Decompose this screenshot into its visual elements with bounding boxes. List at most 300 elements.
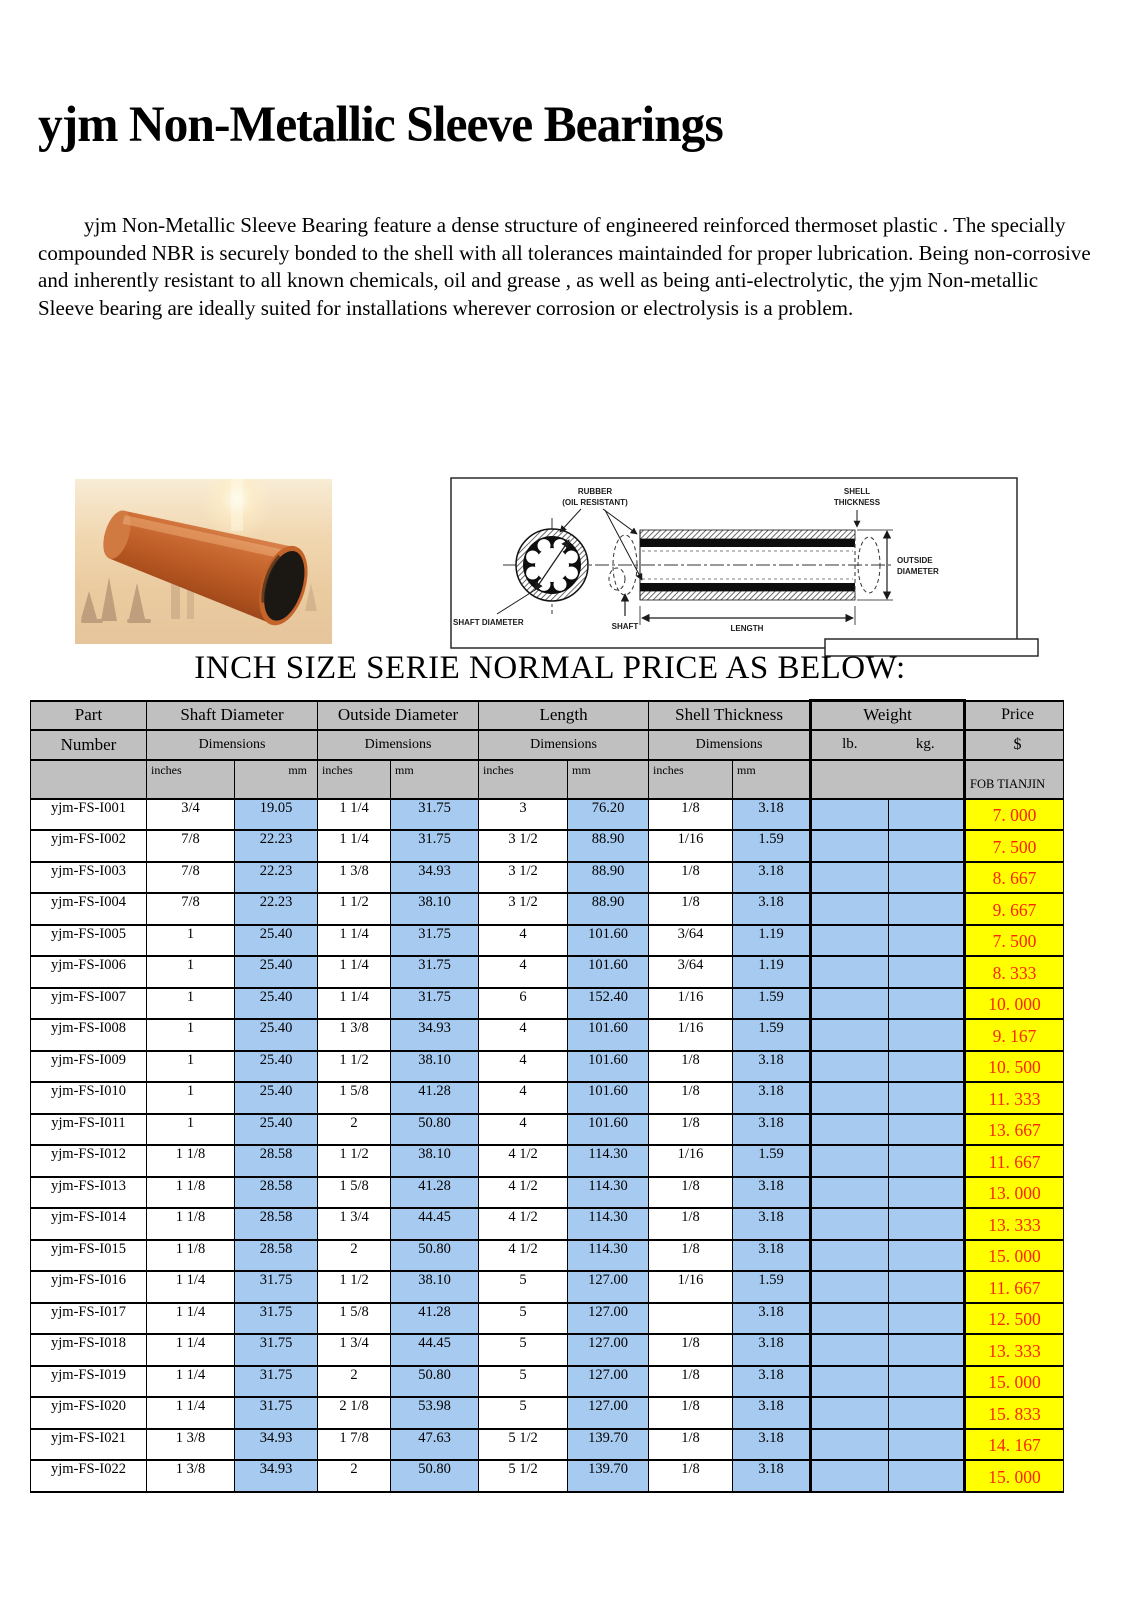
shell-thickness-inches-cell: 1/8 [649,1240,733,1272]
header-shaft-dimensions: Dimensions [147,730,318,760]
outside-diameter-mm-cell: 50.80 [391,1460,479,1492]
diagram-label-outside-diameter: OUTSIDE [897,556,933,565]
part-number-cell: yjm-FS-I016 [31,1271,147,1303]
product-photo-image [75,479,332,644]
shaft-diameter-mm-cell: 28.58 [235,1240,318,1272]
shell-thickness-inches-cell: 1/8 [649,1429,733,1461]
length-mm-cell: 114.30 [568,1177,649,1209]
shaft-diameter-mm-cell: 31.75 [235,1271,318,1303]
shaft-diameter-inches-cell: 7/8 [147,862,235,894]
weight-kg-cell [889,862,965,894]
shell-thickness-inches-cell: 1/8 [649,862,733,894]
part-number-cell: yjm-FS-I012 [31,1145,147,1177]
part-number-cell: yjm-FS-I006 [31,956,147,988]
outside-diameter-mm-cell: 38.10 [391,1145,479,1177]
shell-thickness-mm-cell: 1.19 [733,956,811,988]
shaft-diameter-inches-cell: 1 1/8 [147,1208,235,1240]
shaft-diameter-mm-cell: 22.23 [235,893,318,925]
outside-diameter-mm-cell: 41.28 [391,1082,479,1114]
shell-thickness-inches-cell: 1/16 [649,1145,733,1177]
outside-diameter-inches-cell: 2 [318,1240,391,1272]
header-od-mm: mm [391,760,479,799]
header-price: Price [965,701,1064,730]
length-mm-cell: 101.60 [568,1114,649,1146]
length-inches-cell: 5 [479,1271,568,1303]
outside-diameter-mm-cell: 38.10 [391,1271,479,1303]
length-inches-cell: 4 [479,1082,568,1114]
part-number-cell: yjm-FS-I018 [31,1334,147,1366]
weight-lb-cell [811,1397,889,1429]
shaft-diameter-mm-cell: 31.75 [235,1366,318,1398]
part-number-cell: yjm-FS-I004 [31,893,147,925]
weight-lb-cell [811,862,889,894]
length-mm-cell: 127.00 [568,1366,649,1398]
table-row [31,988,1064,1020]
length-mm-cell: 114.30 [568,1208,649,1240]
shaft-diameter-inches-cell: 3/4 [147,799,235,831]
weight-kg-cell [889,1429,965,1461]
outside-diameter-mm-cell: 34.93 [391,862,479,894]
length-mm-cell: 88.90 [568,862,649,894]
diagram-label-shell: SHELL [843,487,871,496]
weight-kg-cell [889,925,965,957]
length-inches-cell: 4 1/2 [479,1240,568,1272]
shell-thickness-inches-cell: 3/64 [649,925,733,957]
price-cell: 13. 667 [965,1114,1064,1146]
length-mm-cell: 101.60 [568,1019,649,1051]
shell-thickness-inches-cell: 1/16 [649,1019,733,1051]
header-part-spacer [31,760,147,799]
intro-paragraph: yjm Non-Metallic Sleeve Bearing feature a dense structure of engineered reinforced thermoset plastic . The specially compounded NBR is securely bonded to the shell with all tolerances maintainded for proper lubrication. Being non-corrosive and inherently resistant to all known chemicals, oil and grease , as well as being anti-electrolytic, the yjm Non-metallic Sleeve bearing are ideally suited for installations wherever corrosion or electrolysis is a problem. [38,213,1091,320]
shaft-diameter-mm-cell: 25.40 [235,956,318,988]
header-length-inches: inches [479,760,568,799]
outside-diameter-inches-cell: 1 1/2 [318,1271,391,1303]
price-cell: 7. 500 [965,925,1064,957]
shaft-diameter-mm-cell: 28.58 [235,1177,318,1209]
length-mm-cell: 139.70 [568,1429,649,1461]
table-row [31,1240,1064,1272]
weight-lb-cell [811,1208,889,1240]
shaft-diameter-inches-cell: 1 1/4 [147,1303,235,1335]
length-inches-cell: 3 1/2 [479,893,568,925]
outside-diameter-mm-cell: 50.80 [391,1240,479,1272]
part-number-cell: yjm-FS-I013 [31,1177,147,1209]
shaft-diameter-mm-cell: 34.93 [235,1429,318,1461]
table-row [31,1334,1064,1366]
price-cell: 8. 667 [965,862,1064,894]
part-number-cell: yjm-FS-I015 [31,1240,147,1272]
diagram-label-rubber: RUBBER [577,487,613,496]
weight-kg-cell [889,1114,965,1146]
shell-thickness-inches-cell: 1/8 [649,1334,733,1366]
length-mm-cell: 76.20 [568,799,649,831]
header-fob: FOB TIANJIN [965,760,1064,799]
shell-thickness-mm-cell: 3.18 [733,1334,811,1366]
shell-thickness-inches-cell: 1/8 [649,1114,733,1146]
shell-thickness-inches-cell: 1/8 [649,1460,733,1492]
outside-diameter-mm-cell: 38.10 [391,893,479,925]
product-photo [75,479,332,644]
weight-lb-cell [811,1271,889,1303]
weight-lb-cell [811,1145,889,1177]
weight-kg-cell [889,830,965,862]
price-table [30,699,1064,1493]
outside-diameter-mm-cell: 50.80 [391,1366,479,1398]
shell-thickness-mm-cell: 3.18 [733,1366,811,1398]
outside-diameter-inches-cell: 1 5/8 [318,1177,391,1209]
table-row [31,1271,1064,1303]
outside-diameter-inches-cell: 1 3/4 [318,1208,391,1240]
outside-diameter-mm-cell: 44.45 [391,1334,479,1366]
shell-thickness-inches-cell: 1/8 [649,1082,733,1114]
header-outside-diameter: Outside Diameter [318,701,479,730]
length-mm-cell: 114.30 [568,1240,649,1272]
outside-diameter-mm-cell: 31.75 [391,925,479,957]
shell-thickness-inches-cell [649,1303,733,1335]
shaft-diameter-mm-cell: 25.40 [235,1051,318,1083]
shaft-diameter-inches-cell: 1 1/8 [147,1145,235,1177]
outside-diameter-mm-cell: 31.75 [391,988,479,1020]
header-shell-thickness: Shell Thickness [649,701,811,730]
bearing-diagram [445,468,1045,660]
weight-kg-cell [889,1366,965,1398]
shell-thickness-mm-cell: 1.59 [733,1145,811,1177]
table-row [31,1397,1064,1429]
weight-kg-cell [889,1271,965,1303]
shaft-diameter-inches-cell: 1 [147,1051,235,1083]
header-shell-inches: inches [649,760,733,799]
length-inches-cell: 4 [479,925,568,957]
table-row [31,1114,1064,1146]
shaft-diameter-mm-cell: 31.75 [235,1303,318,1335]
diagram-label-shell-2: THICKNESS [833,498,881,507]
part-number-cell: yjm-FS-I022 [31,1460,147,1492]
outside-diameter-inches-cell: 1 5/8 [318,1082,391,1114]
part-number-cell: yjm-FS-I002 [31,830,147,862]
part-number-cell: yjm-FS-I003 [31,862,147,894]
table-row [31,1019,1064,1051]
length-inches-cell: 5 [479,1366,568,1398]
header-length: Length [479,701,649,730]
shell-thickness-mm-cell: 3.18 [733,1114,811,1146]
header-length-dimensions: Dimensions [479,730,649,760]
header-number: Number [31,730,147,760]
weight-kg-cell [889,1145,965,1177]
header-shaft-inches: inches [147,760,235,799]
outside-diameter-mm-cell: 50.80 [391,1114,479,1146]
price-cell: 15. 000 [965,1460,1064,1492]
shaft-diameter-inches-cell: 7/8 [147,830,235,862]
outside-diameter-mm-cell: 34.93 [391,1019,479,1051]
outside-diameter-inches-cell: 1 1/4 [318,956,391,988]
shaft-diameter-mm-cell: 22.23 [235,830,318,862]
shell-thickness-mm-cell: 3.18 [733,1460,811,1492]
table-row [31,1082,1064,1114]
weight-lb-cell [811,988,889,1020]
section-heading: INCH SIZE SERIE NORMAL PRICE AS BELOW: [194,650,906,686]
shaft-diameter-inches-cell: 1 1/8 [147,1240,235,1272]
diagram-label-length: LENGTH [730,624,764,633]
shaft-diameter-inches-cell: 1 [147,1114,235,1146]
technical-diagram [445,468,1045,660]
shell-thickness-mm-cell: 3.18 [733,1429,811,1461]
shell-thickness-mm-cell: 3.18 [733,893,811,925]
weight-kg-cell [889,799,965,831]
weight-kg-cell [889,1082,965,1114]
length-mm-cell: 139.70 [568,1460,649,1492]
shaft-diameter-mm-cell: 28.58 [235,1208,318,1240]
part-number-cell: yjm-FS-I017 [31,1303,147,1335]
weight-lb-cell [811,1303,889,1335]
price-cell: 7. 000 [965,799,1064,831]
shaft-diameter-inches-cell: 7/8 [147,893,235,925]
outside-diameter-inches-cell: 1 3/4 [318,1334,391,1366]
price-cell: 8. 333 [965,956,1064,988]
weight-lb-cell [811,956,889,988]
part-number-cell: yjm-FS-I007 [31,988,147,1020]
outside-diameter-mm-cell: 47.63 [391,1429,479,1461]
diagram-label-outside-diameter-2: DIAMETER [897,567,939,576]
outside-diameter-inches-cell: 2 1/8 [318,1397,391,1429]
price-cell: 9. 667 [965,893,1064,925]
shaft-diameter-inches-cell: 1 [147,1082,235,1114]
table-row [31,1460,1064,1492]
price-cell: 15. 833 [965,1397,1064,1429]
outside-diameter-mm-cell: 44.45 [391,1208,479,1240]
length-inches-cell: 3 1/2 [479,830,568,862]
weight-lb-cell [811,1366,889,1398]
price-cell: 11. 667 [965,1271,1064,1303]
price-cell: 14. 167 [965,1429,1064,1461]
shell-thickness-inches-cell: 1/8 [649,893,733,925]
table-row [31,1303,1064,1335]
weight-lb-cell [811,1114,889,1146]
outside-diameter-inches-cell: 1 1/4 [318,988,391,1020]
header-weight-spacer [811,760,965,799]
header-row-units [31,760,1064,799]
shell-thickness-mm-cell: 3.18 [733,862,811,894]
price-cell: 11. 333 [965,1082,1064,1114]
length-mm-cell: 101.60 [568,1082,649,1114]
shell-thickness-inches-cell: 1/16 [649,1271,733,1303]
outside-diameter-inches-cell: 1 1/4 [318,925,391,957]
price-cell: 10. 500 [965,1051,1064,1083]
weight-kg-cell [889,1208,965,1240]
price-cell: 9. 167 [965,1019,1064,1051]
price-cell: 10. 000 [965,988,1064,1020]
table-row [31,1366,1064,1398]
header-lb: lb. [842,736,858,752]
header-od-inches: inches [318,760,391,799]
shaft-diameter-inches-cell: 1 3/8 [147,1460,235,1492]
shell-thickness-mm-cell: 3.18 [733,1397,811,1429]
table-row [31,1429,1064,1461]
diagram-label-shaft: SHAFT [611,622,639,631]
shell-thickness-mm-cell: 1.19 [733,925,811,957]
length-mm-cell: 127.00 [568,1303,649,1335]
part-number-cell: yjm-FS-I021 [31,1429,147,1461]
length-inches-cell: 4 [479,1051,568,1083]
shaft-diameter-inches-cell: 1 1/4 [147,1271,235,1303]
length-mm-cell: 88.90 [568,893,649,925]
weight-lb-cell [811,799,889,831]
outside-diameter-mm-cell: 31.75 [391,830,479,862]
shaft-diameter-mm-cell: 28.58 [235,1145,318,1177]
table-row [31,1051,1064,1083]
shaft-diameter-inches-cell: 1 [147,956,235,988]
shaft-diameter-mm-cell: 22.23 [235,862,318,894]
outside-diameter-inches-cell: 1 3/8 [318,862,391,894]
outside-diameter-mm-cell: 31.75 [391,956,479,988]
length-inches-cell: 5 1/2 [479,1460,568,1492]
outside-diameter-inches-cell: 1 1/4 [318,830,391,862]
weight-lb-cell [811,1177,889,1209]
outside-diameter-mm-cell: 53.98 [391,1397,479,1429]
table-body [31,799,1064,1492]
price-cell: 15. 000 [965,1240,1064,1272]
part-number-cell: yjm-FS-I008 [31,1019,147,1051]
outside-diameter-inches-cell: 1 5/8 [318,1303,391,1335]
part-number-cell: yjm-FS-I020 [31,1397,147,1429]
table-row [31,1177,1064,1209]
shell-thickness-mm-cell: 3.18 [733,1240,811,1272]
weight-lb-cell [811,830,889,862]
weight-kg-cell [889,1019,965,1051]
shaft-diameter-mm-cell: 25.40 [235,988,318,1020]
shell-thickness-inches-cell: 1/8 [649,1177,733,1209]
part-number-cell: yjm-FS-I011 [31,1114,147,1146]
shaft-diameter-inches-cell: 1 3/8 [147,1429,235,1461]
diagram-label-rubber-2: (OIL RESISTANT) [562,498,628,507]
header-row-groups [31,701,1064,730]
weight-kg-cell [889,956,965,988]
shell-thickness-mm-cell: 1.59 [733,830,811,862]
length-mm-cell: 127.00 [568,1397,649,1429]
outside-diameter-mm-cell: 38.10 [391,1051,479,1083]
shaft-diameter-inches-cell: 1 [147,1019,235,1051]
table-row [31,1208,1064,1240]
outside-diameter-inches-cell: 2 [318,1366,391,1398]
shell-thickness-mm-cell: 3.18 [733,1177,811,1209]
length-mm-cell: 101.60 [568,956,649,988]
part-number-cell: yjm-FS-I009 [31,1051,147,1083]
header-shell-dimensions: Dimensions [649,730,811,760]
part-number-cell: yjm-FS-I014 [31,1208,147,1240]
length-inches-cell: 5 [479,1397,568,1429]
outside-diameter-inches-cell: 2 [318,1460,391,1492]
shaft-diameter-inches-cell: 1 [147,925,235,957]
shaft-diameter-mm-cell: 25.40 [235,1019,318,1051]
length-inches-cell: 4 [479,956,568,988]
weight-kg-cell [889,1460,965,1492]
header-shaft-diameter: Shaft Diameter [147,701,318,730]
part-number-cell: yjm-FS-I019 [31,1366,147,1398]
shaft-diameter-mm-cell: 31.75 [235,1397,318,1429]
shell-thickness-inches-cell: 1/8 [649,1208,733,1240]
length-mm-cell: 127.00 [568,1334,649,1366]
length-mm-cell: 88.90 [568,830,649,862]
diagram-label-shaft-diameter: SHAFT DIAMETER [453,618,524,627]
weight-lb-cell [811,1334,889,1366]
length-inches-cell: 5 1/2 [479,1429,568,1461]
shell-thickness-mm-cell: 1.59 [733,1019,811,1051]
length-inches-cell: 4 1/2 [479,1145,568,1177]
weight-lb-cell [811,1429,889,1461]
outside-diameter-inches-cell: 1 1/2 [318,1145,391,1177]
weight-kg-cell [889,893,965,925]
header-shell-mm: mm [733,760,811,799]
shell-thickness-mm-cell: 1.59 [733,988,811,1020]
outside-diameter-mm-cell: 41.28 [391,1303,479,1335]
length-mm-cell: 114.30 [568,1145,649,1177]
header-currency: $ [965,730,1064,760]
header-part: Part [31,701,147,730]
shaft-diameter-inches-cell: 1 1/4 [147,1366,235,1398]
length-inches-cell: 6 [479,988,568,1020]
weight-kg-cell [889,1303,965,1335]
length-inches-cell: 3 [479,799,568,831]
shaft-diameter-mm-cell: 25.40 [235,1114,318,1146]
header-od-dimensions: Dimensions [318,730,479,760]
length-inches-cell: 5 [479,1334,568,1366]
shell-thickness-mm-cell: 1.59 [733,1271,811,1303]
length-inches-cell: 4 1/2 [479,1208,568,1240]
shell-thickness-mm-cell: 3.18 [733,1082,811,1114]
weight-lb-cell [811,1019,889,1051]
shell-thickness-mm-cell: 3.18 [733,1303,811,1335]
shaft-diameter-mm-cell: 31.75 [235,1334,318,1366]
price-cell: 13. 333 [965,1334,1064,1366]
table-row [31,956,1064,988]
weight-kg-cell [889,1051,965,1083]
price-cell: 12. 500 [965,1303,1064,1335]
outside-diameter-inches-cell: 1 7/8 [318,1429,391,1461]
table-row [31,799,1064,831]
weight-kg-cell [889,988,965,1020]
outside-diameter-mm-cell: 31.75 [391,799,479,831]
weight-lb-cell [811,893,889,925]
shaft-diameter-inches-cell: 1 1/8 [147,1177,235,1209]
shaft-diameter-inches-cell: 1 1/4 [147,1397,235,1429]
length-mm-cell: 127.00 [568,1271,649,1303]
shell-thickness-mm-cell: 3.18 [733,1051,811,1083]
header-kg: kg. [915,736,935,752]
price-cell: 13. 000 [965,1177,1064,1209]
length-inches-cell: 4 1/2 [479,1177,568,1209]
header-length-mm: mm [568,760,649,799]
part-number-cell: yjm-FS-I010 [31,1082,147,1114]
shell-thickness-inches-cell: 3/64 [649,956,733,988]
length-mm-cell: 101.60 [568,1051,649,1083]
price-cell: 11. 667 [965,1145,1064,1177]
table-row [31,830,1064,862]
shell-thickness-mm-cell: 3.18 [733,799,811,831]
weight-kg-cell [889,1397,965,1429]
shaft-diameter-mm-cell: 25.40 [235,925,318,957]
header-shaft-mm: mm [235,760,318,799]
shell-thickness-inches-cell: 1/8 [649,1051,733,1083]
length-mm-cell: 152.40 [568,988,649,1020]
weight-lb-cell [811,1051,889,1083]
outside-diameter-inches-cell: 2 [318,1114,391,1146]
shaft-diameter-mm-cell: 19.05 [235,799,318,831]
length-mm-cell: 101.60 [568,925,649,957]
price-cell: 7. 500 [965,830,1064,862]
shell-thickness-inches-cell: 1/8 [649,1366,733,1398]
shell-thickness-inches-cell: 1/16 [649,988,733,1020]
length-inches-cell: 4 [479,1019,568,1051]
outside-diameter-inches-cell: 1 1/2 [318,893,391,925]
